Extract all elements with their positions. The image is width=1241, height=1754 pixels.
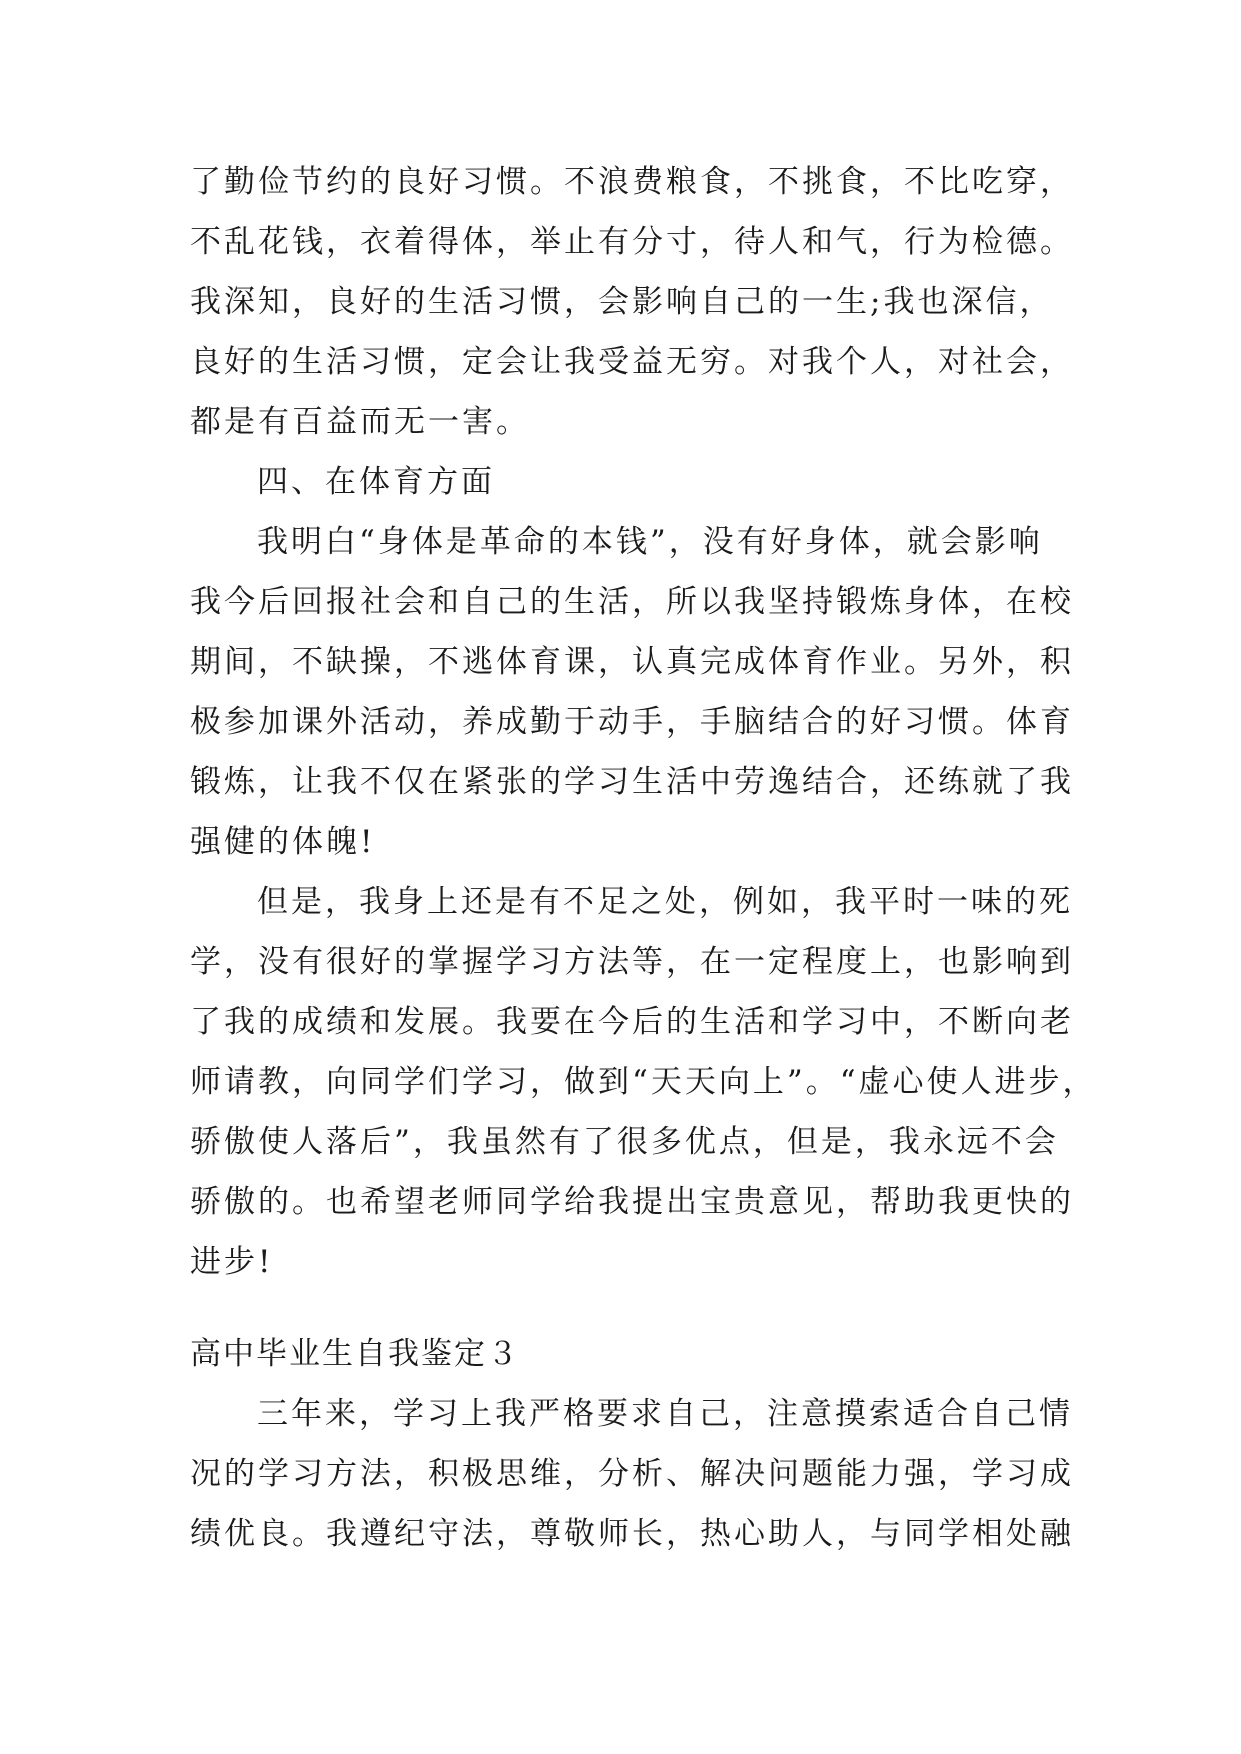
body-text-line: 况的学习方法，积极思维，分析、解决问题能力强，学习成 — [190, 1456, 1074, 1492]
body-text-line: 我今后回报社会和自己的生活，所以我坚持锻炼身体，在校 — [190, 584, 1074, 620]
body-text-line: 锻炼，让我不仅在紧张的学习生活中劳逸结合，还练就了我 — [190, 764, 1074, 800]
body-text-line: 强健的体魄! — [190, 824, 376, 860]
body-text-line: 都是有百益而无一害。 — [190, 404, 530, 440]
body-text-line: 不乱花钱，衣着得体，举止有分寸，待人和气，行为检德。 — [190, 224, 1074, 260]
body-text-line: 良好的生活习惯，定会让我受益无穷。对我个人，对社会， — [190, 344, 1074, 380]
body-text-line: 了我的成绩和发展。我要在今后的生活和学习中，不断向老 — [190, 1004, 1074, 1040]
body-text-line: 学，没有很好的掌握学习方法等，在一定程度上，也影响到 — [190, 944, 1074, 980]
body-text-line: 骄傲使人落后”，我虽然有了很多优点，但是，我永远不会 — [190, 1124, 1059, 1160]
body-text-line: 绩优良。我遵纪守法，尊敬师长，热心助人，与同学相处融 — [190, 1516, 1074, 1552]
body-text-line: 我深知，良好的生活习惯，会影响自己的一生;我也深信， — [190, 284, 1054, 320]
body-text-line: 师请教，向同学们学习，做到“天天向上”。“虚心使人进步， — [190, 1064, 1097, 1100]
body-text-line: 极参加课外活动，养成勤于动手，手脑结合的好习惯。体育 — [190, 704, 1074, 740]
paragraph-first-line: 三年来，学习上我严格要求自己，注意摸索适合自己情 — [257, 1396, 1073, 1432]
paragraph-first-line: 我明白“身体是革命的本钱”，没有好身体，就会影响 — [257, 524, 1043, 560]
body-text-line: 了勤俭节约的良好习惯。不浪费粮食，不挑食，不比吃穿， — [190, 164, 1074, 200]
paragraph-first-line: 但是，我身上还是有不足之处，例如，我平时一味的死 — [257, 884, 1073, 920]
body-text-line: 进步! — [190, 1244, 274, 1280]
section-heading: 四、在体育方面 — [257, 464, 495, 500]
document-title: 高中毕业生自我鉴定３ — [190, 1336, 520, 1372]
body-text-line: 骄傲的。也希望老师同学给我提出宝贵意见，帮助我更快的 — [190, 1184, 1074, 1220]
body-text-line: 期间，不缺操，不逃体育课，认真完成体育作业。另外，积 — [190, 644, 1074, 680]
